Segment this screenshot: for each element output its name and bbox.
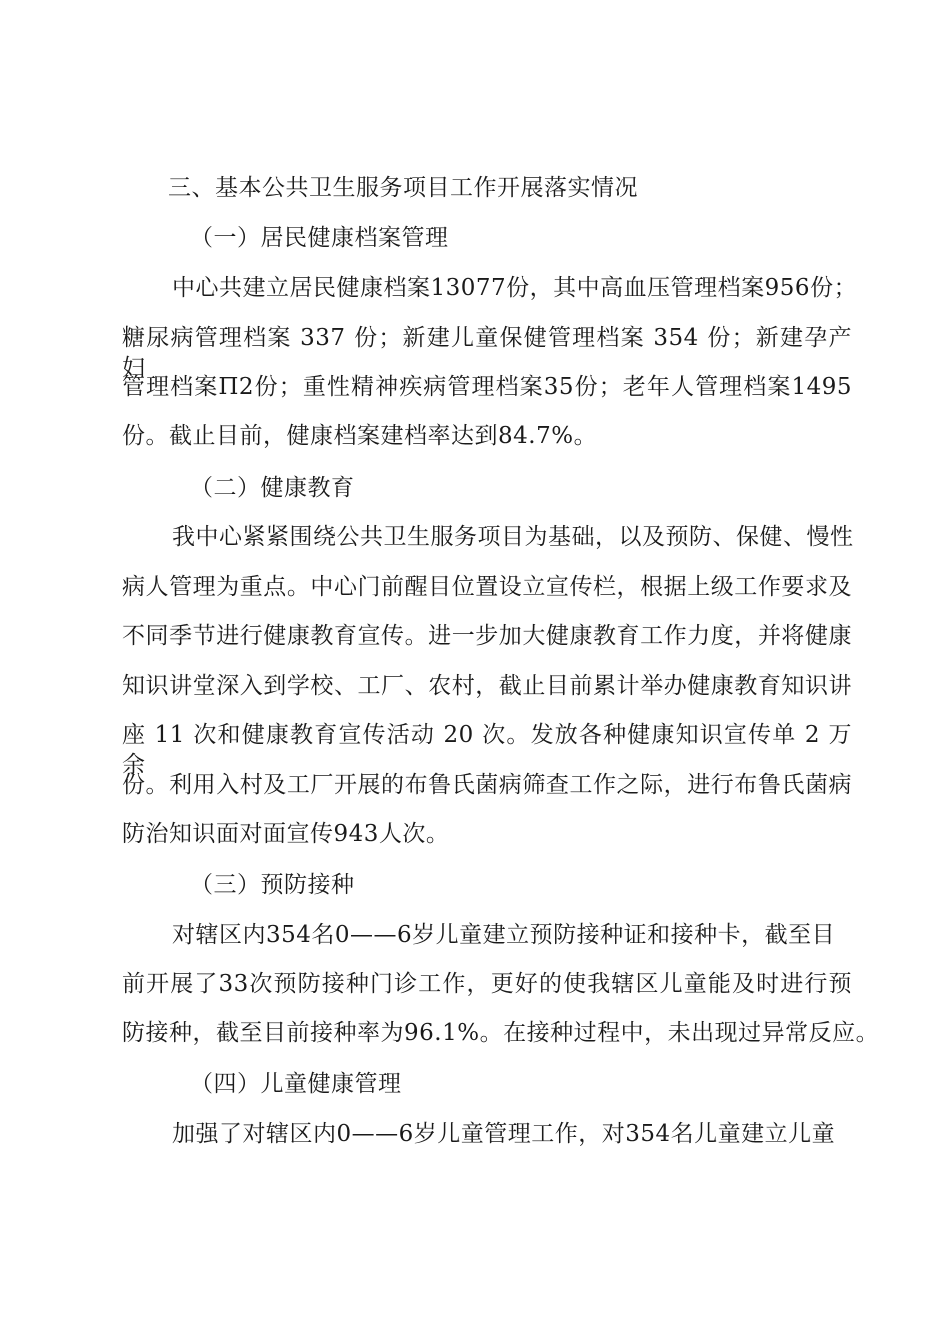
paragraph-1-line-1: 中心共建立居民健康档案13077份，其中高血压管理档案956份； xyxy=(172,275,858,301)
paragraph-2-line-7: 防治知识面对面宣传943人次。 xyxy=(122,821,450,847)
paragraph-2-line-1: 我中心紧紧围绕公共卫生服务项目为基础，以及预防、保健、慢性 xyxy=(172,524,854,550)
paragraph-1-line-3: 管理档案Π2份；重性精神疾病管理档案35份；老年人管理档案1495 xyxy=(122,374,852,400)
paragraph-2-line-6: 份。利用入村及工厂开展的布鲁氏菌病筛查工作之际，进行布鲁氏菌病 xyxy=(122,772,852,798)
subsection-heading-1: （一）居民健康档案管理 xyxy=(190,225,449,251)
paragraph-2-line-2: 病人管理为重点。中心门前醒目位置设立宣传栏，根据上级工作要求及 xyxy=(122,574,852,600)
subsection-heading-3: （三）预防接种 xyxy=(190,872,355,898)
paragraph-1-line-4: 份。截止目前，健康档案建档率达到84.7%。 xyxy=(122,423,598,449)
paragraph-3-line-1: 对辖区内354名0——6岁儿童建立预防接种证和接种卡，截至目 xyxy=(172,922,836,948)
subsection-heading-4: （四）儿童健康管理 xyxy=(190,1071,402,1097)
paragraph-2-line-3: 不同季节进行健康教育宣传。进一步加大健康教育工作力度，并将健康 xyxy=(122,623,852,649)
paragraph-1-line-2: 糖尿病管理档案 337 份；新建儿童保健管理档案 354 份；新建孕产妇 xyxy=(122,325,852,381)
section-title: 三、基本公共卫生服务项目工作开展落实情况 xyxy=(168,175,638,201)
paragraph-2-line-4: 知识讲堂深入到学校、工厂、农村，截止目前累计举办健康教育知识讲 xyxy=(122,673,852,699)
paragraph-3-line-3: 防接种，截至目前接种率为96.1%。在接种过程中，未出现过异常反应。 xyxy=(122,1020,880,1046)
paragraph-3-line-2: 前开展了33次预防接种门诊工作，更好的使我辖区儿童能及时进行预 xyxy=(122,971,852,997)
paragraph-2-line-5: 座 11 次和健康教育宣传活动 20 次。发放各种健康知识宣传单 2 万余 xyxy=(122,722,852,778)
subsection-heading-2: （二）健康教育 xyxy=(190,475,355,501)
paragraph-4-line-1: 加强了对辖区内0——6岁儿童管理工作，对354名儿童建立儿童 xyxy=(172,1121,836,1147)
